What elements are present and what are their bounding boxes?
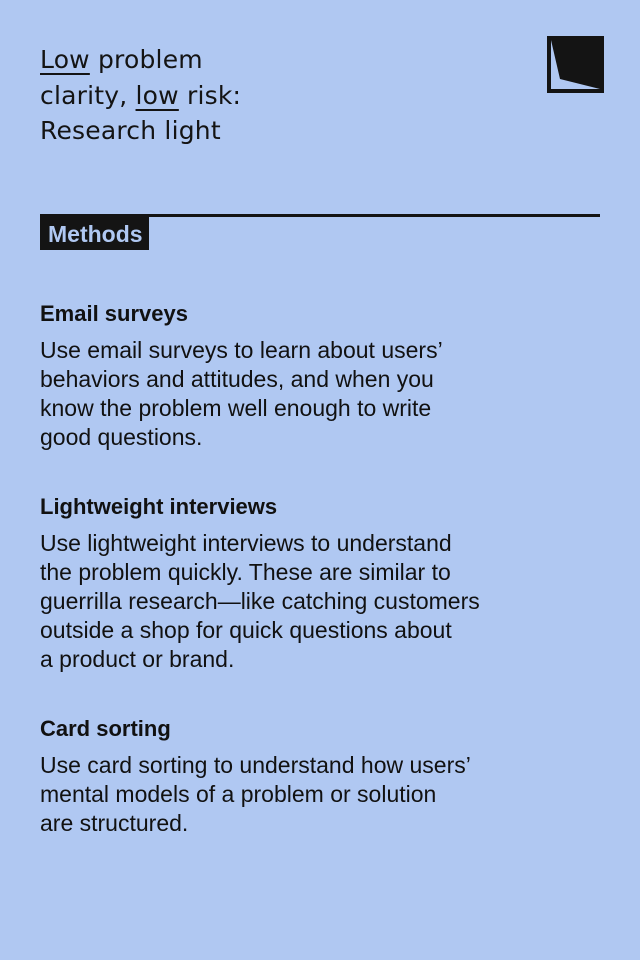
title-text: Research light [40, 116, 221, 145]
method-lightweight-interviews [40, 493, 600, 674]
description-line: guerrilla research—like catching customers [40, 588, 480, 614]
description-line: Use card sorting to understand how users’ [40, 752, 471, 778]
description-line: outside a shop for quick questions about [40, 617, 452, 643]
title-text: clarity, [40, 80, 136, 110]
method-title: Card sorting [40, 716, 171, 741]
corner-wedge-logo-icon [547, 36, 604, 93]
description-line: the problem quickly. These are similar to [40, 559, 451, 585]
title-emphasis-low: Low [40, 45, 90, 74]
title-text: risk: [178, 80, 242, 110]
description-line: a product or brand. [40, 646, 235, 672]
description-line: know the problem well enough to write [40, 395, 432, 421]
description-line: good questions. [40, 424, 203, 450]
method-description [40, 751, 580, 838]
description-line: behaviors and attitudes, and when you [40, 366, 434, 392]
method-description [40, 529, 580, 674]
description-line: mental models of a problem or solution [40, 781, 437, 807]
method-card-sorting [40, 715, 600, 838]
title-text: problem [89, 45, 203, 74]
description-line: Use email surveys to learn about users’ [40, 337, 443, 363]
method-title: Email surveys [40, 301, 188, 326]
description-line: Use lightweight interviews to understand [40, 530, 452, 556]
description-line: are structured. [40, 810, 189, 836]
method-description [40, 336, 580, 452]
section-label-methods: Methods [40, 217, 149, 250]
method-title: Lightweight interviews [40, 494, 278, 519]
title-emphasis-low: low [135, 80, 179, 110]
method-email-surveys [40, 300, 600, 452]
page-title [40, 42, 241, 149]
